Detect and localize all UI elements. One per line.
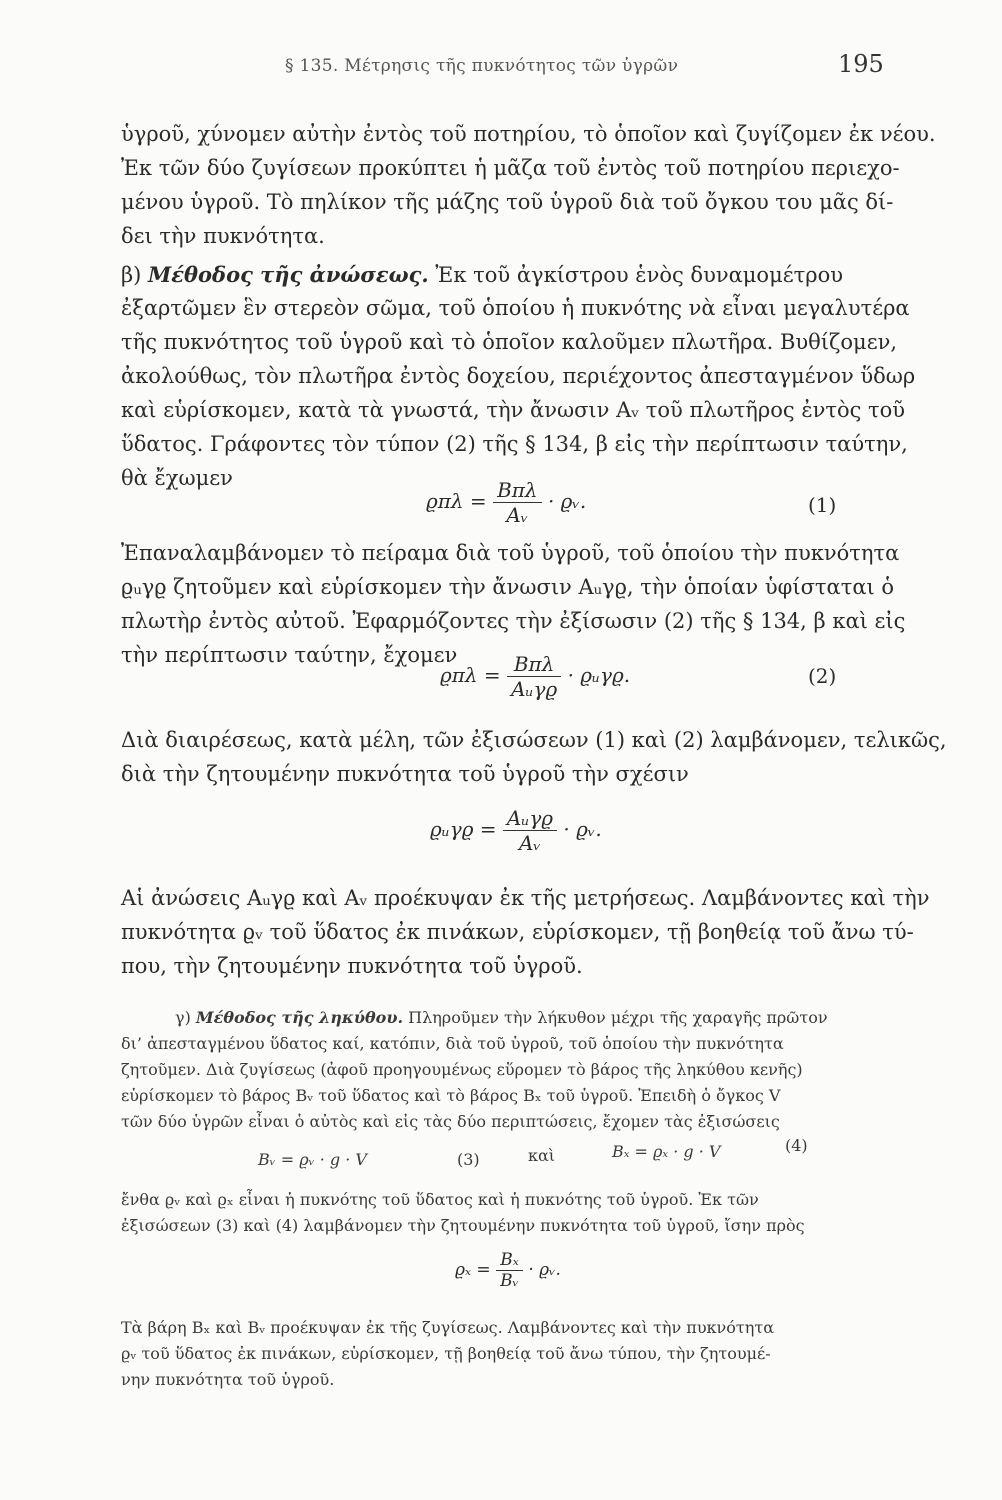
running-header	[0, 50, 1002, 80]
formula-5	[455, 1250, 561, 1291]
formula-1-denominator: Aᵥ	[506, 503, 529, 527]
p7-line-1: ἔνθα ϱᵥ καὶ ϱₓ εἶναι ἡ πυκνότης τοῦ ὕδατος καὶ ἡ πυκνότης τοῦ ὑγροῦ. Ἐκ τῶν	[121, 1190, 759, 1209]
formula-2-rhs: · ϱᵤγϱ.	[567, 663, 631, 687]
formula-2-lhs: ϱπλ =	[440, 663, 501, 687]
p5-line-2: πυκνότητα ϱᵥ τοῦ ὕδατος ἐκ πινάκων, εὑρίσκομεν, τῇ βοηθείᾳ τοῦ ἄνω τύ-	[121, 920, 914, 944]
p6-line-4: τῶν δύο ὑγρῶν εἶναι ὁ αὐτὸς καὶ εἰς τὰς δύο περιπτώσεις, ἔχομεν τὰς ἐξισώσεις	[121, 1112, 780, 1131]
p2-line-4: καὶ εὑρίσκομεν, κατὰ τὰ γνωστά, τὴν ἄνωσιν Aᵥ τοῦ πλωτῆρος ἐντὸς τοῦ	[121, 398, 906, 422]
formula-5-numerator: Bₓ	[496, 1250, 523, 1271]
formula-3-numerator: Aᵤγϱ	[503, 806, 557, 831]
method-b-label: β)	[121, 263, 142, 287]
p4-line-2: διὰ τὴν ζητουμένην πυκνότητα τοῦ ὑγροῦ τὴν σχέσιν	[121, 762, 689, 786]
formula-1	[426, 478, 586, 527]
p2-line-2: τῆς πυκνότητος τοῦ ὑγροῦ καὶ τὸ ὁποῖον καλοῦμεν πλωτῆρα. Βυθίζομεν,	[121, 330, 898, 354]
p5-line-3: που, τὴν ζητουμένην πυκνότητα τοῦ ὑγροῦ.	[121, 954, 583, 978]
p2-line-1: ἐξαρτῶμεν ἓν στερεὸν σῶμα, τοῦ ὁποίου ἡ πυκνότης νὰ εἶναι μεγαλυτέρα	[121, 296, 910, 320]
p6-line-2: ζητοῦμεν. Διὰ ζυγίσεως (ἀφοῦ προηγουμένως εὕρομεν τὸ βάρος τῆς ληκύθου κενῆς)	[121, 1060, 803, 1079]
formula-3-fraction	[503, 806, 557, 855]
formula-2-numerator: Bπλ	[507, 652, 561, 677]
p4-line-1: Διὰ διαιρέσεως, κατὰ μέλη, τῶν ἐξισώσεων (1) καὶ (2) λαμβάνομεν, τελικῶς,	[121, 728, 947, 752]
p1-line-2: Ἐκ τῶν δύο ζυγίσεων προκύπτει ἡ μᾶζα τοῦ ἐντὸς τοῦ ποτηρίου περιεχο-	[121, 156, 900, 180]
formula-1-rhs: · ϱᵥ.	[547, 489, 587, 513]
equation-label-3: (3)	[457, 1150, 480, 1169]
equation-label-1: (1)	[808, 493, 837, 517]
p2-line-5: ὕδατος. Γράφοντες τὸν τύπον (2) τῆς § 134, β εἰς τὴν περίπτωσιν ταύτην,	[121, 432, 908, 456]
equation-label-4: (4)	[785, 1136, 808, 1155]
formula-2-fraction	[507, 652, 561, 701]
formula-and-word: καὶ	[528, 1146, 556, 1165]
method-b-first: Ἐκ τοῦ ἀγκίστρου ἑνὸς δυναμομέτρου	[435, 263, 843, 287]
p2-line-3: ἀκολούθως, τὸν πλωτῆρα ἐντὸς δοχείου, περιέχοντος ἀπεσταγμένον ὕδωρ	[121, 364, 916, 388]
method-c-first: Πληροῦμεν τὴν λήκυθον μέχρι τῆς χαραγῆς πρῶτον	[408, 1008, 828, 1027]
formula-5-rhs: · ϱᵥ.	[528, 1260, 561, 1280]
p5-line-1: Αἱ ἀνώσεις Aᵤγϱ καὶ Aᵥ προέκυψαν ἐκ τῆς μετρήσεως. Λαμβάνοντες καὶ τὴν	[121, 886, 930, 910]
p1-line-4: δει τὴν πυκνότητα.	[121, 224, 325, 248]
p8-line-3: νην πυκνότητα τοῦ ὑγροῦ.	[121, 1370, 335, 1389]
formula-5-fraction	[496, 1250, 523, 1291]
formula-1-numerator: Bπλ	[493, 478, 542, 503]
header-title: § 135. Μέτρησις τῆς πυκνότητος τῶν ὑγρῶν	[285, 56, 679, 76]
p2-line-6: θὰ ἔχωμεν	[121, 466, 233, 490]
formula-2-denominator: Aᵤγϱ	[511, 677, 558, 701]
formula-5-denominator: Bᵥ	[500, 1271, 519, 1291]
equation-label-2: (2)	[808, 664, 837, 688]
formula-3-denominator: Aᵥ	[519, 831, 541, 855]
method-b-heading: Μέθοδος τῆς ἀνώσεως.	[148, 262, 429, 287]
formula-5-lhs: ϱₓ =	[455, 1260, 491, 1280]
formula-2	[440, 652, 630, 701]
p3-line-3: πλωτὴρ ἐντὸς αὐτοῦ. Ἐφαρμόζοντες τὴν ἐξίσωσιν (2) τῆς § 134, β καὶ εἰς	[121, 609, 906, 633]
p6-line-3: εὑρίσκομεν τὸ βάρος Bᵥ τοῦ ὕδατος καὶ τὸ βάρος Bₓ τοῦ ὑγροῦ. Ἐπειδὴ ὁ ὄγκος V	[121, 1086, 781, 1105]
p1-line-1: ὑγροῦ, χύνομεν αὐτὴν ἐντὸς τοῦ ποτηρίου, τὸ ὁποῖον καὶ ζυγίζομεν ἐκ νέου.	[121, 122, 936, 146]
p6-line-1: δι’ ἀπεσταγμένου ὕδατος καί, κατόπιν, διὰ τοῦ ὑγροῦ, τοῦ ὁποίου τὴν πυκνότητα	[121, 1034, 784, 1053]
method-c-label: γ)	[175, 1008, 191, 1027]
formula-1-lhs: ϱπλ =	[426, 489, 487, 513]
method-b-heading-line	[121, 264, 843, 286]
method-c-heading-line	[175, 1010, 828, 1026]
p3-line-4: τὴν περίπτωσιν ταύτην, ἔχομεν	[121, 643, 458, 667]
p3-line-2: ϱᵤγϱ ζητοῦμεν καὶ εὑρίσκομεν τὴν ἄνωσιν Aᵤγϱ, τὴν ὁποίαν ὑφίσταται ὁ	[121, 575, 895, 599]
formula-3	[430, 806, 602, 855]
p8-line-2: ϱᵥ τοῦ ὕδατος ἐκ πινάκων, εὑρίσκομεν, τῇ βοηθείᾳ τοῦ ἄνω τύπου, τὴν ζητουμέ-	[121, 1344, 771, 1363]
formula-4-equation: Bₓ = ϱₓ · g · V	[612, 1142, 721, 1161]
p7-line-2: ἐξισώσεων (3) καὶ (4) λαμβάνομεν τὴν ζητουμένην πυκνότητα τοῦ ὑγροῦ, ἴσην πρὸς	[121, 1216, 805, 1235]
formula-3-rhs: · ϱᵥ.	[563, 817, 602, 841]
p3-line-1: Ἐπαναλαμβάνομεν τὸ πείραμα διὰ τοῦ ὑγροῦ, τοῦ ὁποίου τὴν πυκνότητα	[121, 541, 900, 565]
method-c-heading: Μέθοδος τῆς ληκύθου.	[195, 1008, 404, 1027]
formula-3-lhs: ϱᵤγϱ =	[430, 817, 497, 841]
p8-line-1: Τὰ βάρη Bₓ καὶ Bᵥ προέκυψαν ἐκ τῆς ζυγίσεως. Λαμβάνοντες καὶ τὴν πυκνότητα	[121, 1318, 774, 1337]
p1-line-3: μένου ὑγροῦ. Τὸ πηλίκον τῆς μάζης τοῦ ὑγροῦ διὰ τοῦ ὄγκου του μᾶς δί-	[121, 190, 894, 214]
page-number: 195	[838, 50, 884, 78]
formula-1-fraction	[493, 478, 542, 527]
formula-3-equation: Bᵥ = ϱᵥ · g · V	[258, 1150, 367, 1169]
